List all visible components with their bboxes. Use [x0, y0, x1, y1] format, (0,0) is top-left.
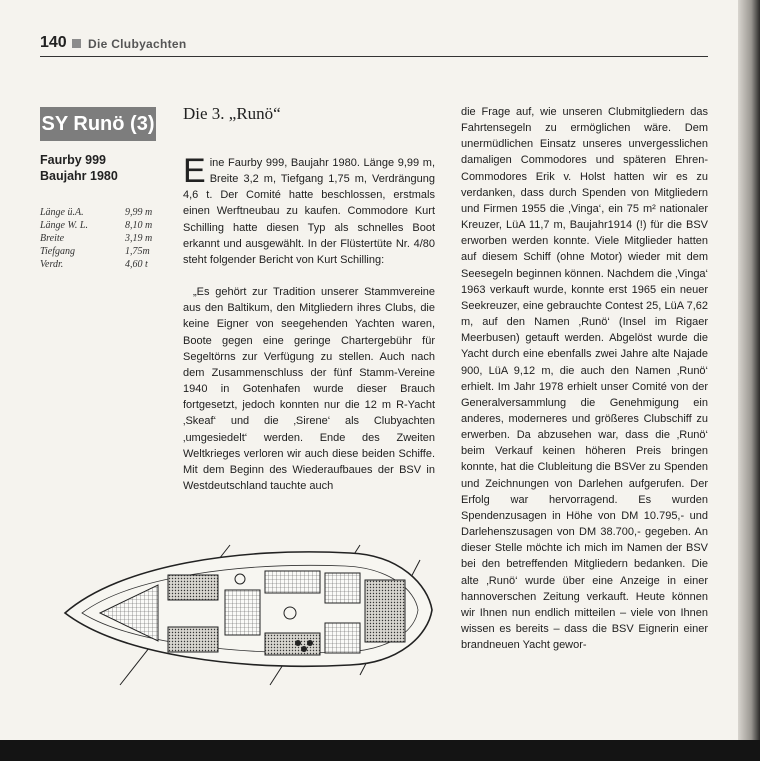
spec-row	[40, 259, 160, 272]
spec-label: Verdr.	[40, 259, 64, 270]
spec-row	[40, 246, 160, 259]
page-header	[40, 34, 708, 57]
model-name: Faurby 999	[40, 153, 107, 167]
page-gutter-shadow	[738, 0, 760, 740]
spec-table	[40, 207, 160, 272]
intro-paragraph	[183, 152, 435, 268]
deck-plan-illustration	[60, 535, 440, 695]
boat-model	[40, 152, 118, 184]
quote-paragraph: „Es gehört zur Tradition unserer Stammvereine aus den Baltikum, den Mitgliedern ihres Clubs, die keine Eigner von seegehenden Yachten waren, Boote gegen eine geringe Chartergebühr für Segeltörns zur Verfügung zu stellen. Auch nach dem Zusammenschluss der fünf Stamm-Vereine 1940 in Gotenhafen wurde dieser Brauch fortgesetzt, jedoch konnten nur die 12 m R-Yacht ‚Skeaf‘ und die ‚Sirene‘ als Clubyachten ‚umgesiedelt‘ werden. Ende des Zweiten Weltkrieges verloren wir auch diese beiden Schiffe. Mit dem Beginn des Wiederaufbaues der BSV in Westdeutschland tauchte auch	[183, 286, 435, 492]
section-title: Die Clubyachten	[88, 37, 187, 51]
spec-label: Tiefgang	[40, 246, 76, 257]
spec-value: 9,99 m	[125, 207, 153, 218]
intro-text: ine Faurby 999, Baujahr 1980. Länge 9,99 m, Breite 3,2 m, Tiefgang 1,75 m, Verdrängung 4,6 t. Der Comité hatte beschlossen, erstmals einen Werftneubau zu kaufen. Commodore Kurt Schilling hatte diesen Typ als schnelles Boot erkannt und ausgewählt. In der Flüstertüte Nr. 4/80 steht folgender Bericht von Kurt Schilling:	[183, 157, 435, 266]
header-square-icon	[72, 39, 81, 48]
spec-value: 8,10 m	[125, 220, 153, 231]
spec-label: Länge ü.A.	[40, 207, 84, 218]
spec-value: 3,19 m	[125, 233, 153, 244]
drop-cap: E	[183, 152, 206, 190]
spec-row	[40, 233, 160, 246]
spec-value: 4,60 t	[125, 259, 148, 270]
model-year: Baujahr 1980	[40, 169, 118, 183]
spec-value: 1,75m	[125, 246, 150, 257]
page-number: 140	[40, 34, 67, 51]
spec-row	[40, 220, 160, 233]
scan-bottom-edge	[0, 740, 760, 761]
spec-label: Breite	[40, 233, 65, 244]
spec-row	[40, 207, 160, 220]
spec-label: Länge W. L.	[40, 220, 88, 231]
text-column-right	[461, 104, 708, 653]
continued-paragraph: die Frage auf, wie unseren Clubmitgliedern das Fahrtensegeln zu ermöglichen wäre. Dem unermüdlichen Einsatz unseres unvergesslichen damaligen Commodores und späteren Ehren-Commodores Erik v. Holst hatten wir es zu verdanken, dass durch Spenden von Mitgliedern und Firmen 1955 die ‚Vinga‘, ein 75 m² nationaler Kreuzer, LüA 11,7 m, Baujahr1914 (!) für die BSV erworben werden konnte. Viele Mitglieder hatten auf diesem Schiff (ohne Motor) wieder mit dem Seesegeln beginnen können. Nachdem die ‚Vinga‘ 1963 verkauft wurde, konnte erst 1965 ein neuer Seekreuzer, eine gebrauchte Contest 25, LüA 7,62 m, auf den Namen ‚Runö‘ (Insel im Rigaer Meerbusen) getauft werden. Abgelöst wurde die Yacht durch eine ebenfalls zwei Jahre alte Najade 900, LüA 9,12 m, die auch den Namen ‚Runö‘ erhielt. Im Jahr 1978 erhielt unser Comité von der Generalversammlung die Genehmigung ein anderes, moderneres und größeres Clubschiff zu erwerben. Da abzusehen war, dass die ‚Runö‘ beim Verkauf keinen höheren Preis bringen konnte, hat die Clubleitung die BSVer zu Spenden und Zeichnungen von Darlehen aufgerufen. Der Erfolg war hervorragend. Es wurden Spendenzusagen in Höhe von DM 10.795,- und Darlehenszusagen von DM 38.700,- gegeben. An dieser Stelle möchte ich mich im Namen der BSV bei den betreffenden Mitgliedern bedanken. Die alte ‚Runö‘ wurde über eine Anzeige in einer hannoverschen Zeitung verkauft. Heute können wir Ihnen nun endlich mitteilen – viele von Ihnen wissen es bereits – dass die BSV Eignerin einer brandneuen Yacht gewor-	[461, 106, 708, 652]
text-column-left	[183, 152, 435, 494]
article-heading: Die 3. „Runö“	[183, 104, 281, 123]
boat-title-box: SY Runö (3)	[40, 107, 156, 141]
